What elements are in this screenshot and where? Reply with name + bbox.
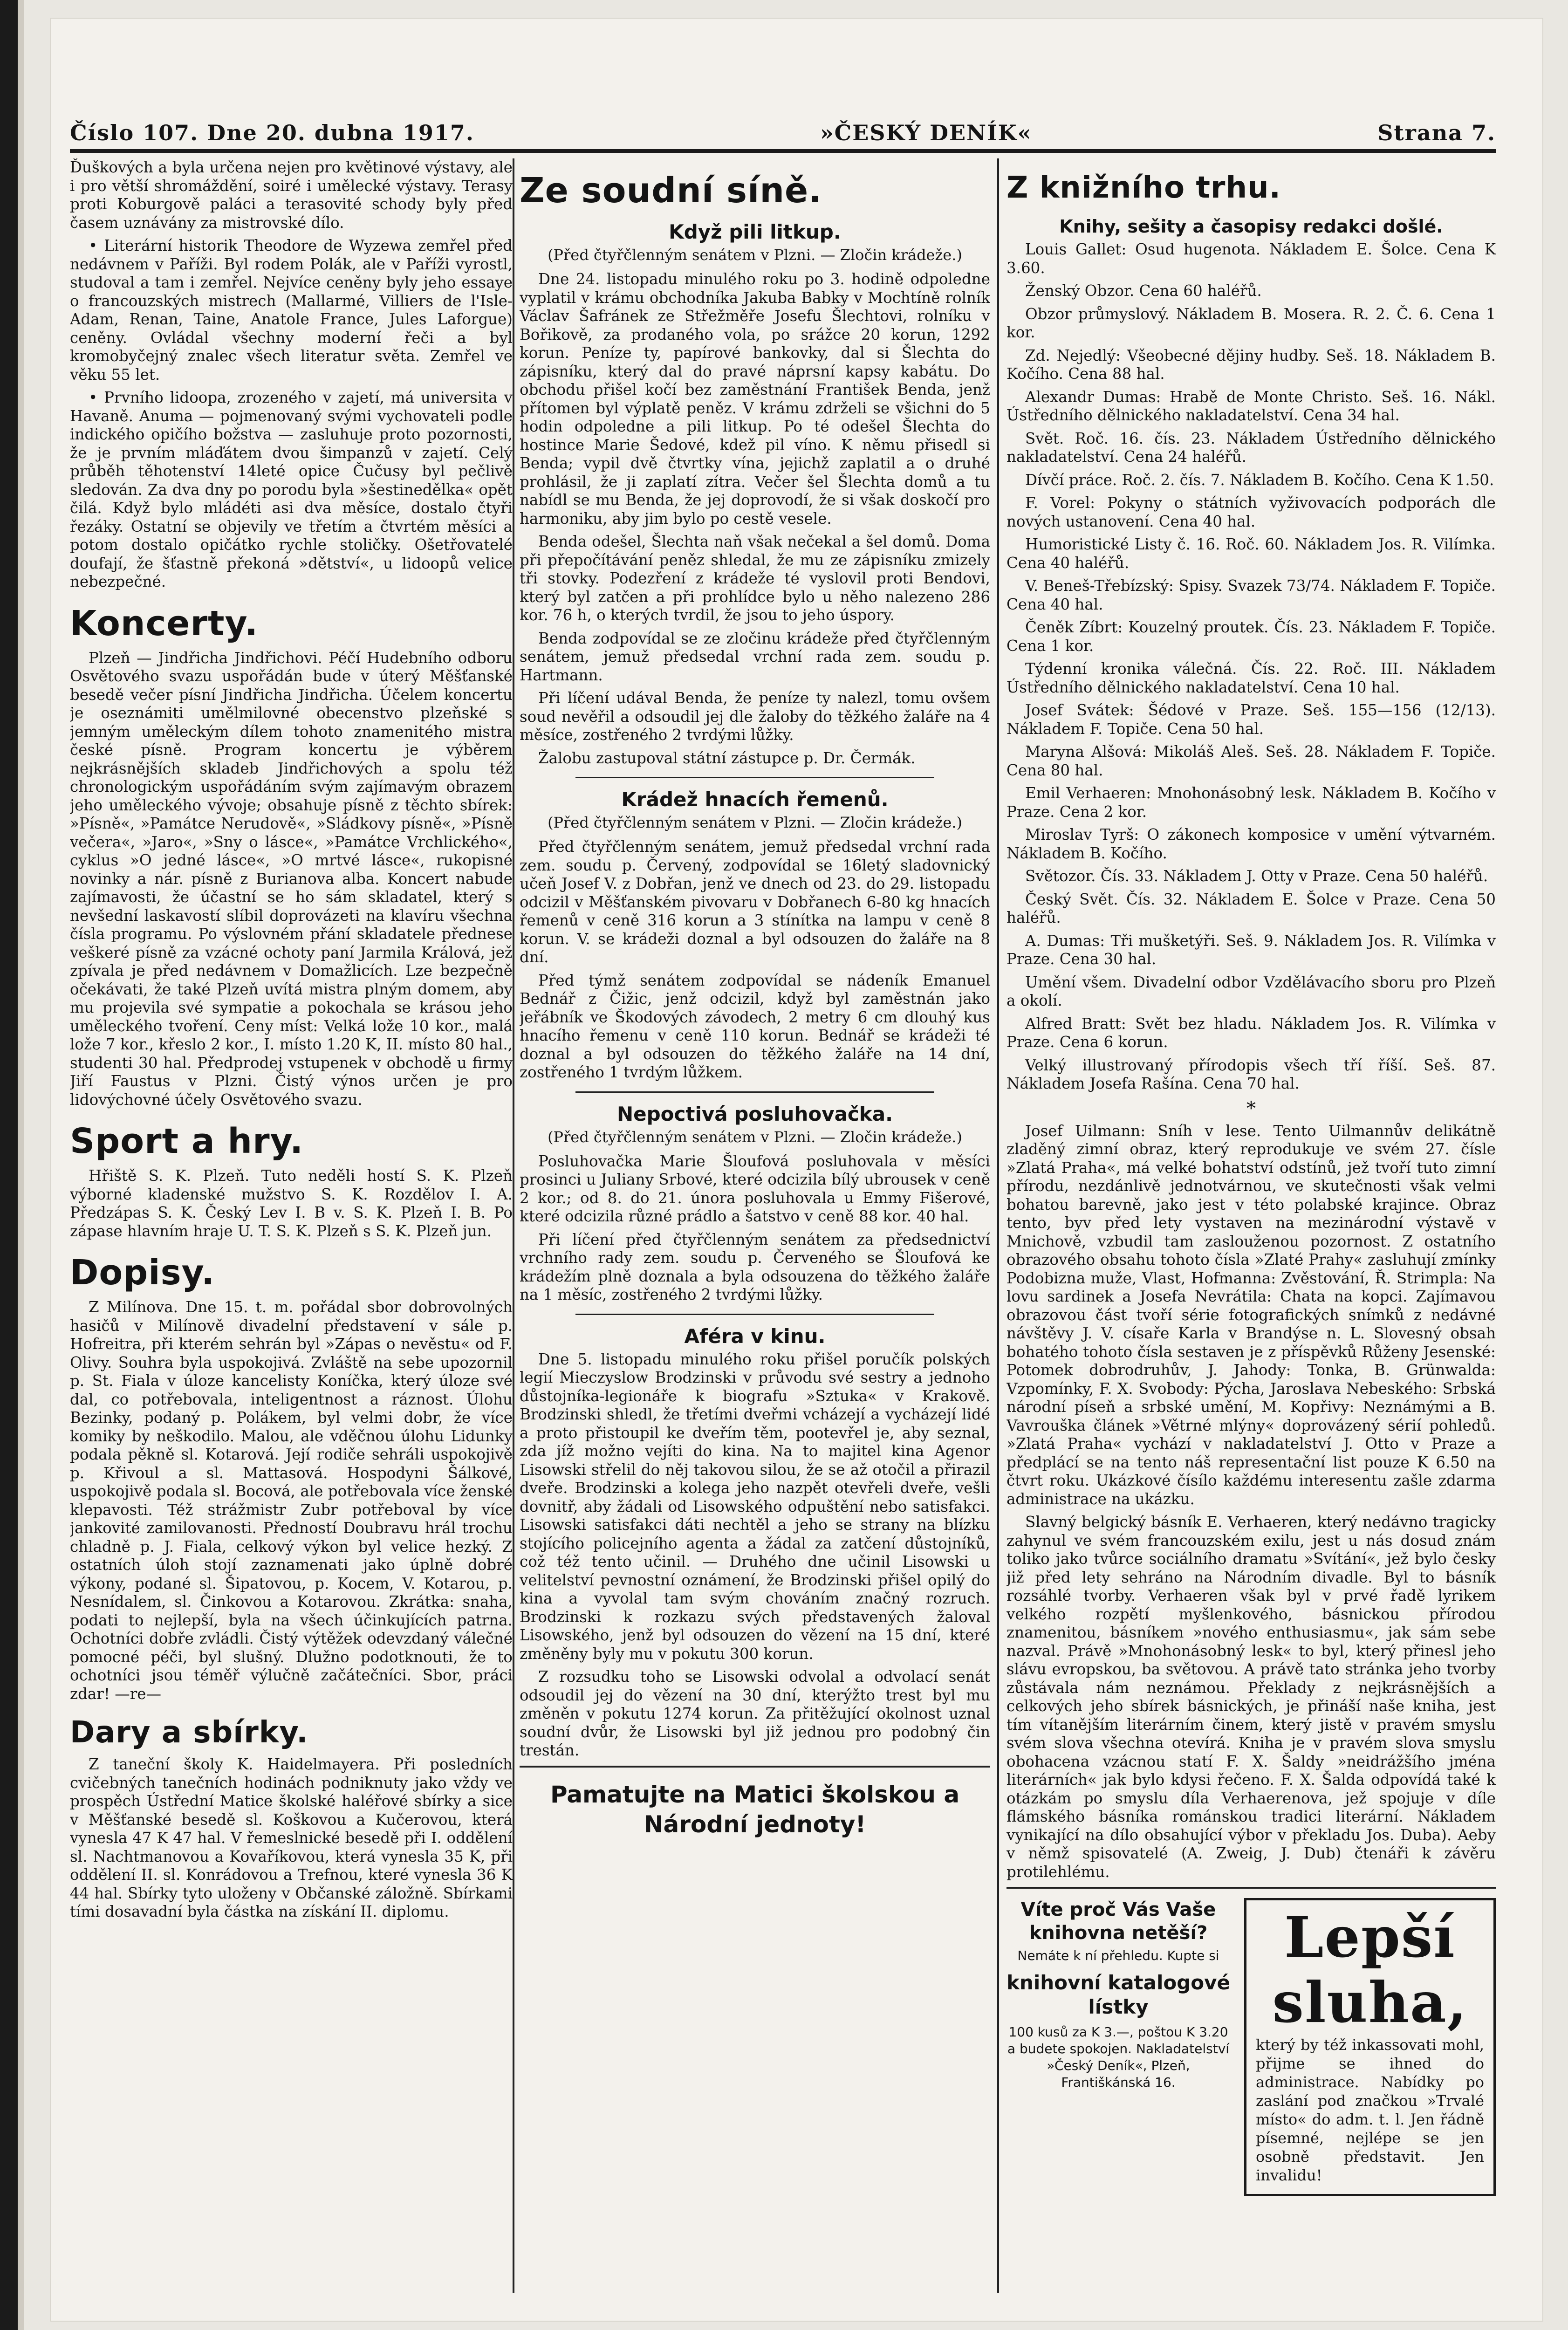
paragraph: Ďuškových a byla určena nejen pro květinové výstavy, ale i pro větší shromáždění, soiré i umělecké výstavy. Terasy proti Koburgově paláci a terasovité schody byly před časem uznávány za mistrovské dílo. <box>70 158 513 232</box>
paragraph: Benda zodpovídal se ze zločinu krádeže před čtyřčlenným senátem, jemuž předsedal vrchní rada zem. soudu p. Hartmann. <box>520 629 990 684</box>
section-heading-koncerty: Koncerty. <box>70 603 259 644</box>
paragraph: Před čtyřčlenným senátem, jemuž předsedal vrchní rada zem. soudu p. Červený, zodpovídal se 16letý sladovnický učeň Josef V. z Dobřan, jenž ve dnech od 23. do 29. listopadu odcizil v Měšťanském pivovaru v Dobřanech 6-80 kg hnacích řemenů v ceně 316 korun a 3 stínítka na lampu v ceně 8 korun. V. se krádeži doznal a byl odsouzen do žaláře na 8 dní. <box>520 838 990 966</box>
header-masthead: »ČESKÝ DENÍK« <box>820 120 1032 145</box>
book-entry: A. Dumas: Tři mušketýři. Seš. 9. Nákladem Jos. R. Vilímka v Praze. Cena 30 hal. <box>1007 932 1496 968</box>
book-entry: Dívčí práce. Roč. 2. čís. 7. Nákladem B. Kočího. Cena K 1.50. <box>1025 471 1494 489</box>
book-entry: Louis Gallet: Osud hugenota. Nákladem E. Šolce. Cena K 3.60. <box>1007 240 1496 277</box>
book-entry: Umění všem. Divadelní odbor Vzdělávacího sboru pro Plzeň a okolí. <box>1007 973 1496 1009</box>
page-edge-light <box>18 0 24 2330</box>
header-page-number: Strana 7. <box>1377 120 1496 145</box>
column-2 <box>520 158 990 2293</box>
separator-star: * <box>1246 1097 1256 1119</box>
paragraph: Při líčení udával Benda, že peníze ty nalezl, tomu ovšem soud nevěřil a odsoudil jej dle žaloby do těžkého žaláře na 4 měsíce, zostřeného 2 tvrdými lůžky. <box>520 689 990 744</box>
book-entry: Humoristické Listy č. 16. Roč. 60. Nákladem Jos. R. Vilímka. Cena 40 haléřů. <box>1007 535 1496 572</box>
book-entry: Maryna Alšová: Mikoláš Aleš. Seš. 28. Nákladem F. Topiče. Cena 80 hal. <box>1007 743 1496 779</box>
article-subtitle: (Před čtyřčlenným senátem v Plzni. — Zločin krádeže.) <box>548 814 962 831</box>
paragraph: Benda odešel, Šlechta naň však nečekal a šel domů. Doma při přepočítávání peněz shledal, že mu ze zápisníku zmizely tři stovky. Podezření z krádeže té vyslovil proti Bendovi, který byl zatčen a při prohlídce bylo u něho nalezeno 286 kor. 76 h, o kterých tvrdil, že jsou to jeho úspory. <box>520 533 990 624</box>
section-heading-dopisy: Dopisy. <box>70 1253 215 1293</box>
paragraph: Před týmž senátem zodpovídal se nádeník Emanuel Bednář z Čižic, jenž odcizil, když byl zaměstnán jako jeřábník ve Škodových závodech, 2 metry 6 cm dlouhý kus hnacího řemenu v ceně 110 korun. Bednář se krádeži té doznal a byl odsouzen do těžkého žaláře na 14 dní, zostřeného 1 tvrdým lůžkem. <box>520 971 990 1081</box>
paragraph: • Literární historik Theodore de Wyzewa zemřel před nedávnem v Paříži. Byl rodem Polák, ale v Paříži vyrostl, studoval a tam i zemřel. Nejvíce ceněny byly jeho essaye o francouzských mistrech (Mallarmé, Villiers de l'Isle-Adam, Renan, Taine, Anatole France, Jules Laforgue) ceněny. Ovládal všechny moderní řeči a byl kromobyčejný znalec všech literatur světa. Zemřel ve věku 55 let. <box>70 237 513 384</box>
book-entry: Světozor. Čís. 33. Nákladem J. Otty v Praze. Cena 50 haléřů. <box>1025 867 1488 885</box>
book-entry: Alexandr Dumas: Hrabě de Monte Christo. Seš. 16. Nákl. Ústředního dělnického nakladatelství. Cena 34 hal. <box>1007 388 1496 424</box>
header-date: Číslo 107. Dne 20. dubna 1917. <box>70 120 474 145</box>
article-title: Krádež hnacích řemenů. <box>621 788 889 811</box>
article-title: Když pili litkup. <box>669 220 841 243</box>
paragraph: Dne 5. listopadu minulého roku přišel poručík polských legií Mieczyslow Brodzinski v průvodu své sestry a jednoho důstojníka-legionáře k biografu »Sztuka« v Krakově. Brodzinski shledl, že třetími dveřmi vcházejí a vycházejí lidé a proto přistoupil ke dveřím těm, pootevřel je, aby seznal, zda jíž možno vejíti do kina. Na to majitel kina Agenor Lisowski střelil do něj takovou silou, že se až otočil a přirazil dveře. Brodzinski a kolega jeho nazpět otevřeli dveře, vešli dovnitř, aby žádali od Lisowského odpuštění nebo satisfakci. Lisowski satisfakci dáti nechtěl a jeho se strany na blízku stojícího policejního agenta a žádal za zatčení důstojníků, což též tento učinil. — Druhého dne učinil Lisowski u velitelství pevnostní oznámení, že Brodzinski přišel opilý do kina a vyvolal tam svým chováním značný rozruch. Brodzinski k rozkazu svých představených žaloval Lisowského, jenž byl odsouzen do vězení na 15 dní, které změněny byly mu v pokutu 300 korun. <box>520 1350 990 1663</box>
article-separator <box>575 1314 934 1315</box>
section-subheading: Knihy, sešity a časopisy redakci došlé. <box>1059 216 1443 237</box>
column-rule <box>513 158 514 2293</box>
ad-text: který by též inkassovati mohl, přijme se ihned do administrace. Nabídky po zaslání pod značkou »Trvalé místo« do adm. t. l. Jen řádně písemné, nejlépe se jen osobně představit. Jen invalidu! <box>1256 2036 1484 2184</box>
paragraph: Posluhovačka Marie Šloufová posluhovala v měsíci prosinci u Juliany Srbové, které odcizila bílý ubrousek v ceně 2 kor.; od 8. do 21. února posluhovala u Emmy Fišerové, které odcizila různé prádlo a šatstvo v ceně 88 kor. 40 hal. <box>520 1152 990 1225</box>
column-3 <box>1007 158 1496 2293</box>
paragraph: Plzeň — Jindřicha Jindřichovi. Péčí Hudebního odboru Osvětového svazu uspořádán bude v úterý Měšťanské besedě večer písní Jindřicha Jindřicha. Účelem koncertu je oseznámiti umělmilovné obecenstvo plzeňské s jemným uměleckým dílem tohoto znamenitého mistra české písně. Program koncertu je výběrem nejkrásnějších skladeb Jindřichových a spolu též chronologickým uspořádáním svým zajímavým obrazem jeho uměleckého vývoje; obsahuje písně z těchto sbírek: »Písně«, »Památce Nerudově«, »Sládkovy písně«, »Písně večera«, »Jaro«, »Sny o lásce«, »Památce Vrchlického«, cyklus »O jedné lásce«, »O mrtvé lásce«, rukopisné novinky a nár. písně z Burianova alba. Koncert nabude zajímavosti, že účastní se ho sám skladatel, který s nevšední laskavostí slíbil doprovázeti na klavíru všechna čísla programu. Po výslovném přání skladatele přednese veškeré písně za vzácné ochoty paní Jarmila Králová, jež zpívala je před nedávnem v Domažlicích. Lze bezpečně očekávati, že také Plzeň uvítá mistra plným domem, aby mu projevila své sympatie a pokochala se krásou jeho uměleckého tvoření. Ceny míst: Velká lože 10 kor., malá lože 7 kor., křeslo 2 kor., I. místo 1.20 K, II. místo 80 hal., studenti 30 hal. Předprodej vstupenek v obchodě u firmy Jiří Faustus v Plzni. Čistý výnos určen je pro lidovýchovné účely Osvětového svazu. <box>70 649 513 1109</box>
paragraph: Z rozsudku toho se Lisowski odvolal a odvolací senát odsoudil jej do vězení na 30 dní, kterýžto trest byl mu změněn v pokutu 1274 korun. Za přitěžující okolnost uznal soudní dvůr, že Lisowski byl již jednou pro podobný čin trestán. <box>520 1668 990 1759</box>
book-entry: Alfred Bratt: Svět bez hladu. Nákladem Jos. R. Vilímka v Praze. Cena 6 korun. <box>1007 1014 1496 1051</box>
column-rule <box>997 158 999 2293</box>
ad-headline: Víte proč Vás Vaše knihovna netěší? <box>1020 1899 1216 1944</box>
article-separator <box>575 777 934 778</box>
book-entry: Velký illustrovaný přírodopis všech tří říší. Seš. 87. Nákladem Josefa Rašína. Cena 70 hal. <box>1007 1056 1496 1092</box>
catalog-cards-ad <box>1007 1898 1230 2196</box>
book-entry: Svět. Roč. 16. čís. 23. Nákladem Ústředního dělnického nakladatelství. Cena 24 haléřů. <box>1007 429 1496 466</box>
ad-product: knihovní katalogové lístky <box>1007 1971 1231 2018</box>
paragraph: Josef Uilmann: Sníh v lese. Tento Uilmannův delikátně zladěný zimní obraz, který reprodukuje ve svém 27. čísle »Zlatá Praha«, má velké bohatství odstínů, jež tvoří tuto zimní přírodu, nezdánlivě jednotvárnou, ve skutečnosti však velmi bohatou barevně, jako jest v této polabské krajince. Obraz tento, byv před lety vystaven na mezinárodní výstavě v Mnichově, vzbudil tam zaslouženou pozornost. Z ostatního obrazového obsahu tohoto čísla »Zlaté Prahy« zasluhují zmínky Podobizna muže, Vlast, Hofmanna: Zvěstování, Ř. Strimpla: Na lovu sardinek a Josefa Nevrátila: Chata na kopci. Zajímavou obrazovou část tvoří série fotografických snímků z nedávné návštěvy J. V. císaře Karla v Brandýse n. L. Slovesný obsah bohatého tohoto čísla sestaven je z příspěvků Růženy Jesenské: Potomek dobrodruhův, J. Jahody: Tonka, B. Grünwalda: Vzpomínky, F. X. Svobody: Pýcha, Jaroslava Nebeského: Srbská národní píseň a srbské umění, M. Kopřivy: Neznámými a B. Vavrouška článek »Větrné mlýny« doprovázený sérií pohledů. »Zlatá Praha« vychází v nakladatelství J. Otto v Praze a předplácí se na tento náš representační list pouze K 6.50 na čtvrt roku. Ukázkové čísílo každému interesentu zašle zdarma administrace na ukázku. <box>1007 1122 1496 1508</box>
section-heading-knizni-trh: Z knižního trhu. <box>1007 171 1281 205</box>
book-entry: Josef Svátek: Šédové v Praze. Seš. 155—156 (12/13). Nákladem F. Topiče. Cena 50 hal. <box>1007 701 1496 738</box>
paragraph: Z taneční školy K. Haidelmayera. Při posledních cvičebných tanečních hodinách podniknuty jako vždy ve prospěch Ústřední Matice školské haléřové sbírky a sice v Měšťanské besedě sl. Koškovou a Kučerovou, která vynesla 47 K 47 hal. V řemeslnické besedě při I. oddělení sl. Nachtmanovou a Kovaříkovou, která vynesla 35 K, při oddělení II. sl. Konrádovou a Trefnou, které vynesla 36 K 44 hal. Sbírky tyto uloženy v Občanské záložně. Sbírkami tími dosavadní byla částka na získání II. diplomu. <box>70 1755 513 1920</box>
paragraph: Hřiště S. K. Plzeň. Tuto neděli hostí S. K. Plzeň výborné kladenské mužstvo S. K. Rozdělov I. A. Předzápas S. K. Český Lev I. B v. S. K. Plzeň I. B. Po zápase hlavním hraje U. T. S. K. Plzeň s S. K. Plzeň jun. <box>70 1167 513 1240</box>
ad-headline: Lepší sluha, <box>1272 1905 1468 2035</box>
ad-text: Nemáte k ní přehledu. Kupte si <box>1017 1948 1219 1963</box>
book-entry: Emil Verhaeren: Mnohonásobný lesk. Nákladem B. Kočího v Praze. Cena 2 kor. <box>1007 784 1496 821</box>
article-subtitle: (Před čtyřčlenným senátem v Plzni. — Zločin krádeže.) <box>548 246 962 264</box>
ad-rule <box>520 1766 990 1768</box>
ad-text: 100 kusů za K 3.—, poštou K 3.20 a budete spokojen. Nakladatelství »Český Deník«, Plzeň, Františkánská 16. <box>1007 2024 1230 2090</box>
book-entry: Čeněk Zíbrt: Kouzelný proutek. Čís. 23. Nákladem F. Topiče. Cena 1 kor. <box>1007 618 1496 655</box>
book-entry: V. Beneš-Třebízský: Spisy. Svazek 73/74. Nákladem F. Topiče. Cena 40 hal. <box>1007 577 1496 613</box>
article-title: Nepoctivá posluhovačka. <box>616 1102 893 1125</box>
paragraph: Dne 24. listopadu minulého roku po 3. hodině odpoledne vyplatil v krámu obchodníka Jakuba Babky v Mochtíně rolník Václav Šafránek ze Střežměře Josefu Šlechtovi, rolníku v Bořikově, za prodaného vola, po srážce 20 korun, 1292 korun. Peníze ty, papírové bankovky, dal si Šlechta do zápisníku, který dal do pravé náprsní kapsy kabátu. Do obchodu přišel kočí bez zaměstnání František Benda, jenž přítomen byl výplatě peněz. V krámu zdrželi se všichni do 5 hodin odpoledne a pili litkup. Po té odešel Šlechta do hostince Marie Šedové, kdež pil víno. K němu přisedl si Benda; vypil dvě čtvrtky vína, jejichž zaplatil a o druhé prohlásil, že ji zaplatí zítra. Večer šel Šlechta domů a tu nabídl se mu Benda, že jej doprovodí, že si však doskočí pro harmoniku, aby jim bylo po cestě vesele. <box>520 270 990 528</box>
servant-wanted-ad <box>1244 1898 1496 2196</box>
book-entry: Český Svět. Čís. 32. Nákladem E. Šolce v Praze. Cena 50 haléřů. <box>1007 890 1496 926</box>
paragraph: Slavný belgický básník E. Verhaeren, který nedávno tragicky zahynul ve svém francouzském exilu, jest u nás dosud znám toliko jako tvůrce sociálního dramatu »Svítání«, jež bylo česky již před lety sehráno na Národním divadle. Byl to básník rozsáhlé tvorby. Verhaeren však byl v prvé řadě lyrikem velkého rozpětí myšlenkového, básnickou přírodou znamenitou, básníkem »nového enthusiasmu«, jak sám sebe nazval. Právě »Mnohonásobný lesk« to byl, který přinesl jeho slávu evropskou, ba světovou. A právě tato stránka jeho tvorby zůstávala nám neznámou. Překlady z nejkrásnějších a celkových jeho sbírek básnických, je přináší naše kniha, jest tím vítanějším literárním činem, který jistě v pravém smyslu svém slova všechna otevírá. Kniha je v pravém slova smyslu obohacena vzácnou statí F. X. Šaldy »neidrážšího jména literárních« jak bylo kdysi řečeno. F. X. Šalda odpovídá také k otázkám po smyslu díla Verhaerenova, jež spojuje v díle flámského básníka románskou tradici literární. Nákladem vynikající na dílo obsahující výbor v překladu Jos. Duba). Aeby v němž spisovatelé (A. Zweig, J. Dub) čtenáři k závěru protilehlému. <box>1007 1513 1496 1881</box>
advertisements <box>1007 1898 1496 2196</box>
article-separator <box>575 1091 934 1093</box>
paragraph: Při líčení před čtyřčlenným senátem za předsednictví vrchního rady zem. soudu p. Červeného se Šloufová ke krádežím plně doznala a byla odsouzena do těžkého žaláře na 1 měsíc, zostřeného 2 tvrdými lůžky. <box>520 1230 990 1303</box>
book-entry: Týdenní kronika válečná. Čís. 22. Roč. III. Nákladem Ústředního dělnického nakladatelství. Cena 10 hal. <box>1007 660 1496 696</box>
paragraph: Z Milínova. Dne 15. t. m. pořádal sbor dobrovolných hasičů v Milínově divadelní představení v sále p. Hofreitra, při kterém sehrán byl »Zápas o nevěstu« od F. Olivy. Souhra byla uspokojivá. Zvláště na sebe upozornil p. St. Fiala v úloze kancelisty Koníčka, který úloze své dal, co potřebovala, inteligentnost a ráznost. Úlohu Bezinky, podaný p. Polákem, byl velmi dobr, že více komiky by neškodilo. Malou, ale vděčnou úlohu Lidunky podala pěkně sl. Kotarová. Její rodiče sehráli uspokojivě p. Křivoul a sl. Mattasová. Hospodyni Šálkové, uspokojivě podala sl. Bocová, ale potřebovala více ženské klepavosti. Též strážmistr Zubr potřeboval by více jankovité zamilovanosti. Předností Doubravu hrál trochu chladně p. J. Fiala, celkový výkon byl velice hezký. Z ostatních úloh stojí zaznamenati jako úplně dobré výkony, podané sl. Šipatovou, p. Kocem, V. Kotarou, p. Nesnídalem, sl. Činkovou a Kotarovou. Zkrátka: snaha, podati to nejlepší, byla na všech účinkujících patrna. Ochotníci dobře zvládli. Čistý výtěžek odevzdaný válečné pomocné péči, byl slušný. Dlužno podotknouti, že to ochotníci jsou téměř výlučně začátečníci. Sbor, práci zdar! —re— <box>70 1298 513 1703</box>
book-entry: Miroslav Tyrš: O zákonech komposice v umění výtvarném. Nákladem B. Kočího. <box>1007 826 1496 862</box>
book-entry: Zd. Nejedlý: Všeobecné dějiny hudby. Seš. 18. Nákladem B. Kočího. Cena 88 hal. <box>1007 346 1496 383</box>
paragraph: • Prvního lidoopa, zrozeného v zajetí, má universita v Havaně. Anuma — pojmenovaný svými vychovateli podle indického opičího božstva — zasluhuje proto pozornosti, že je prvním mláďátem dvou šimpanzů v zajetí. Celý průběh těhotenství 14leté opice Čučusy byl pečlivě sledován. Za dva dny po porodu byla »šestinedělka« opět čilá. Když bylo mládéti asi dva měsíce, dostalo čtyři řezáky. Ostatní se objevily ve třetím a čtvrtém měsíci a potom dostalo opičátko rychle stoličky. Ošetřovatelé doufají, že šťastně překoná »dětství«, u lidoopů velice nebezpečné. <box>70 389 513 590</box>
book-entry: Ženský Obzor. Cena 60 haléřů. <box>1025 282 1262 300</box>
section-heading-soudni-sin: Ze soudní síně. <box>520 171 822 211</box>
page-edge-dark <box>0 0 18 2330</box>
matice-advertisement: Pamatujte na Matici školskou a Národní jednoty! <box>550 1781 960 1838</box>
ad-rule <box>1007 1887 1496 1889</box>
book-entry: Obzor průmyslový. Nákladem B. Mosera. R. 2. Č. 6. Cena 1 kor. <box>1007 305 1496 341</box>
newspaper-page <box>51 19 1542 2321</box>
section-heading-dary: Dary a sbírky. <box>70 1715 308 1750</box>
book-entry: F. Vorel: Pokyny o státních vyživovacích podporách dle nových ustanovení. Cena 40 hal. <box>1007 494 1496 530</box>
section-heading-sport: Sport a hry. <box>70 1121 304 1161</box>
column-1 <box>70 158 513 2293</box>
page-header <box>70 116 1496 153</box>
article-title: Aféra v kinu. <box>684 1324 826 1348</box>
article-subtitle: (Před čtyřčlenným senátem v Plzni. — Zločin krádeže.) <box>548 1128 962 1146</box>
paragraph: Žalobu zastupoval státní zástupce p. Dr. Čermák. <box>538 749 916 767</box>
